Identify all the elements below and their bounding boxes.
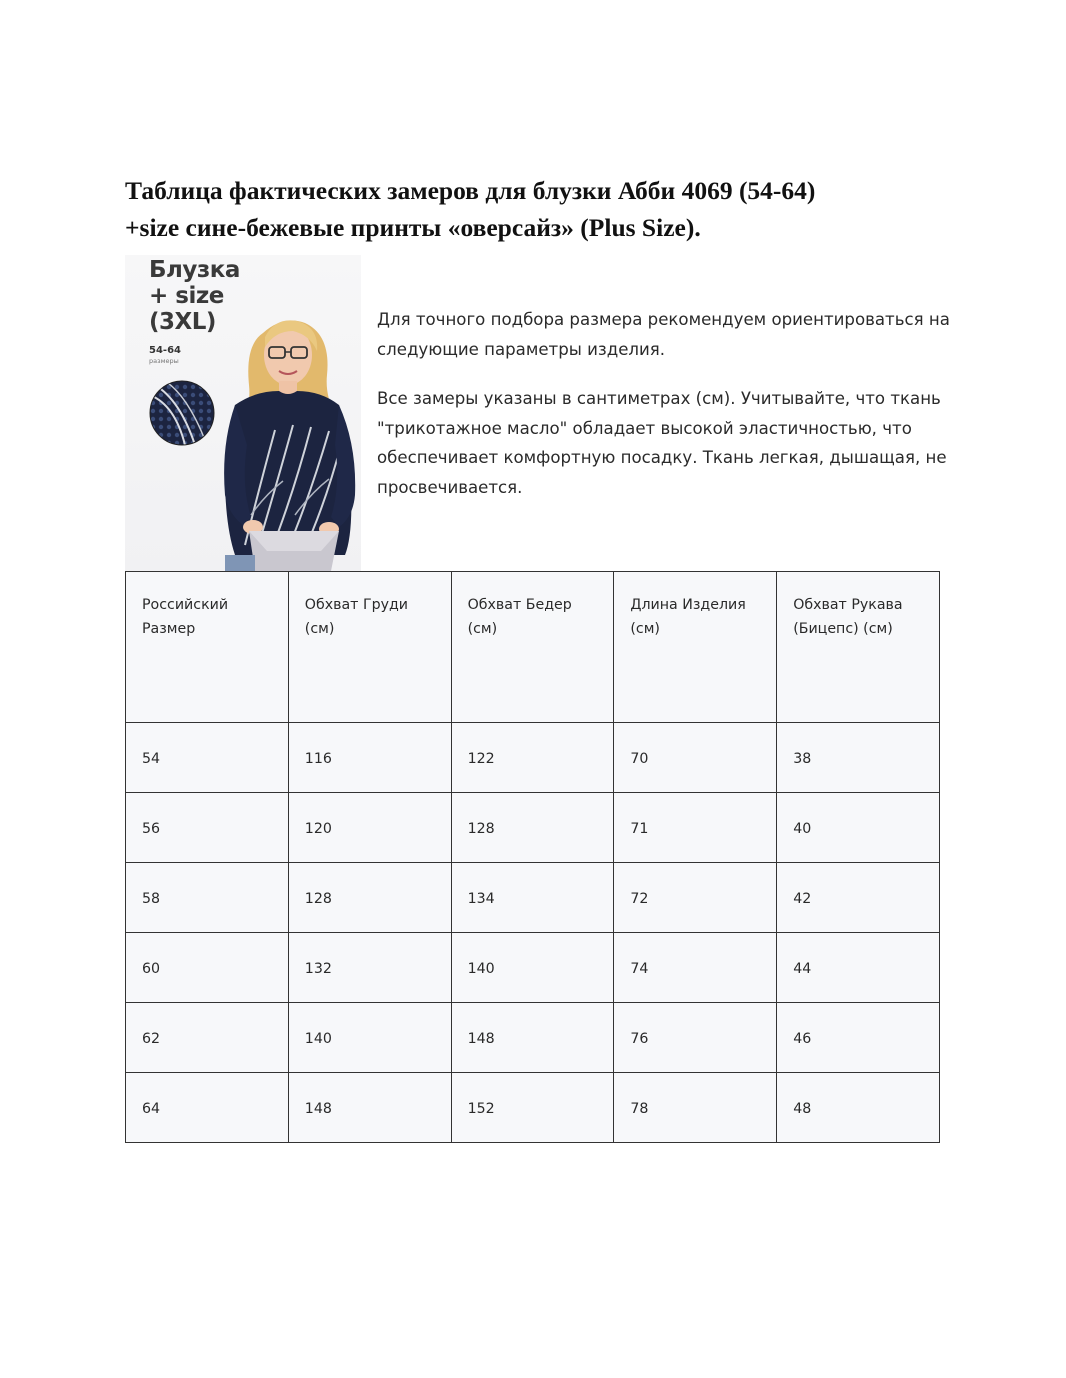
size-table (125, 571, 940, 1143)
cell-sleeve: 44 (777, 933, 940, 1003)
cell-length: 76 (614, 1003, 777, 1073)
cell-hips: 128 (451, 793, 614, 863)
product-image-line-2: + size (149, 283, 224, 309)
cell-hips: 134 (451, 863, 614, 933)
cell-hips: 140 (451, 933, 614, 1003)
cell-chest: 116 (288, 723, 451, 793)
header-length (614, 572, 777, 723)
product-size-range: 54-64 (149, 345, 181, 356)
product-image-caption (149, 257, 240, 335)
cell-sleeve: 48 (777, 1073, 940, 1143)
header-russian-size (126, 572, 289, 723)
cell-size: 56 (126, 793, 289, 863)
header-label-line: Российский (142, 597, 229, 613)
cell-length: 78 (614, 1073, 777, 1143)
header-label-line: Длина Изделия (630, 597, 746, 613)
product-image (125, 255, 361, 571)
cell-size: 60 (126, 933, 289, 1003)
product-size-range-label: размеры (149, 357, 179, 365)
cell-chest: 148 (288, 1073, 451, 1143)
header-chest (288, 572, 451, 723)
cell-size: 58 (126, 863, 289, 933)
cell-chest: 128 (288, 863, 451, 933)
cell-hips: 152 (451, 1073, 614, 1143)
intro-paragraph-1: Для точного подбора размера рекомендуем ориентироваться на следующие параметры изделия. (377, 310, 950, 359)
cell-size: 54 (126, 723, 289, 793)
page-title-line-2: +size сине-бежевые принты «оверсайз» (Plus Size). (125, 213, 701, 242)
product-image-line-3: (3XL) (149, 309, 216, 335)
cell-size: 64 (126, 1073, 289, 1143)
intro-paragraph-2: Все замеры указаны в сантиметрах (см). Учитывайте, что ткань "трикотажное масло" обладает высокой эластичностью, что обеспечивает комфортную посадку. Ткань легкая, дышащая, не просвечивается. (377, 389, 947, 497)
header-label-line: (см) (467, 621, 498, 637)
table-row (126, 933, 940, 1003)
page-title-line-1: Таблица фактических замеров для блузки Абби 4069 (54-64) (125, 176, 816, 205)
table-row (126, 793, 940, 863)
cell-length: 72 (614, 863, 777, 933)
header-label-line: (см) (304, 621, 335, 637)
cell-size: 62 (126, 1003, 289, 1073)
header-label-line: (Бицепс) (см) (793, 621, 893, 637)
cell-sleeve: 46 (777, 1003, 940, 1073)
table-header-row (126, 572, 940, 723)
header-label-line: Обхват Груди (304, 597, 409, 613)
table-row (126, 863, 940, 933)
table-row (126, 1003, 940, 1073)
header-label-line: Размер (142, 621, 196, 637)
cell-chest: 140 (288, 1003, 451, 1073)
header-label-line: (см) (630, 621, 660, 637)
cell-sleeve: 38 (777, 723, 940, 793)
cell-hips: 122 (451, 723, 614, 793)
header-label-line: Обхват Рукава (793, 597, 903, 613)
cell-sleeve: 42 (777, 863, 940, 933)
cell-length: 71 (614, 793, 777, 863)
page-title (125, 172, 945, 246)
cell-length: 70 (614, 723, 777, 793)
header-sleeve (777, 572, 940, 723)
cell-hips: 148 (451, 1003, 614, 1073)
header-hips (451, 572, 614, 723)
cell-sleeve: 40 (777, 793, 940, 863)
header-label-line: Обхват Бедер (467, 597, 572, 613)
cell-chest: 120 (288, 793, 451, 863)
table-row (126, 1073, 940, 1143)
table-row (126, 723, 940, 793)
intro-text (377, 305, 957, 522)
product-image-line-1: Блузка (149, 257, 240, 283)
cell-chest: 132 (288, 933, 451, 1003)
cell-length: 74 (614, 933, 777, 1003)
